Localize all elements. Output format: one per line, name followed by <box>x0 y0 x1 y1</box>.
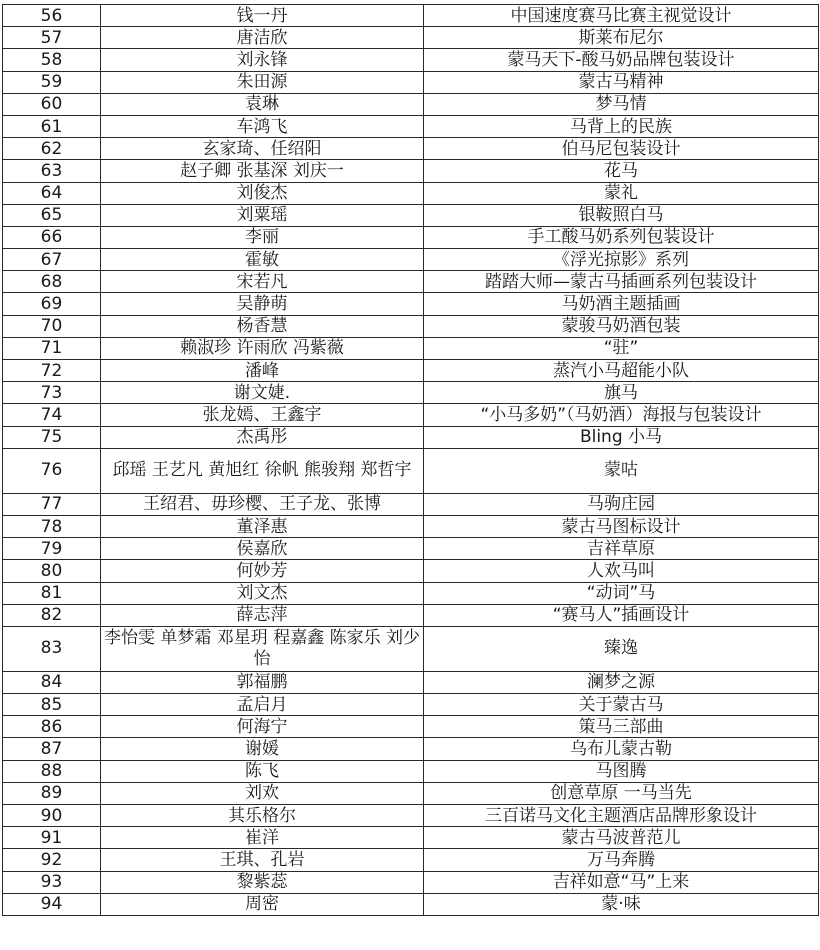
title-cell: 旗马 <box>424 382 819 404</box>
row-number: 93 <box>3 871 101 893</box>
author-cell: 李丽 <box>101 226 424 248</box>
row-number: 91 <box>3 827 101 849</box>
table-row <box>3 27 819 49</box>
author-cell: 宋若凡 <box>101 271 424 293</box>
title-cell: 澜梦之源 <box>424 671 819 693</box>
table-row <box>3 849 819 871</box>
title-cell: 梦马情 <box>424 93 819 115</box>
title-cell: “驻” <box>424 337 819 359</box>
author-cell: 刘俊杰 <box>101 182 424 204</box>
row-number: 83 <box>3 626 101 671</box>
author-cell: 杰禹彤 <box>101 426 424 448</box>
table-row <box>3 382 819 404</box>
table-row <box>3 360 819 382</box>
table-row <box>3 115 819 137</box>
title-cell: 中国速度赛马比赛主视觉设计 <box>424 5 819 27</box>
row-number: 72 <box>3 360 101 382</box>
table-row <box>3 426 819 448</box>
row-number: 75 <box>3 426 101 448</box>
author-cell: 孟启月 <box>101 694 424 716</box>
row-number: 76 <box>3 448 101 493</box>
title-cell: “动词”马 <box>424 582 819 604</box>
author-cell: 刘永锋 <box>101 49 424 71</box>
table-row <box>3 671 819 693</box>
title-cell: 蒙咕 <box>424 448 819 493</box>
author-cell: 侯嘉欣 <box>101 538 424 560</box>
author-cell: 霍敏 <box>101 249 424 271</box>
table-row <box>3 893 819 915</box>
table-row <box>3 49 819 71</box>
title-cell: 蒙骏马奶酒包装 <box>424 315 819 337</box>
row-number: 92 <box>3 849 101 871</box>
row-number: 85 <box>3 694 101 716</box>
author-cell: 张龙嫣、王鑫宇 <box>101 404 424 426</box>
table-row <box>3 293 819 315</box>
row-number: 89 <box>3 782 101 804</box>
author-cell: 郭福鹏 <box>101 671 424 693</box>
table-row <box>3 716 819 738</box>
title-cell: 马奶酒主题插画 <box>424 293 819 315</box>
author-cell: 邱瑶 王艺凡 黄旭红 徐帆 熊骏翔 郑哲宇 <box>101 448 424 493</box>
title-cell: 蒙古马精神 <box>424 71 819 93</box>
title-cell: 蒙马天下-酸马奶品牌包装设计 <box>424 49 819 71</box>
row-number: 59 <box>3 71 101 93</box>
row-number: 60 <box>3 93 101 115</box>
row-number: 86 <box>3 716 101 738</box>
title-cell: 银鞍照白马 <box>424 204 819 226</box>
title-cell: 三百诺马文化主题酒店品牌形象设计 <box>424 805 819 827</box>
row-number: 82 <box>3 604 101 626</box>
table-row <box>3 782 819 804</box>
entries-table-body <box>3 5 819 916</box>
title-cell: 《浮光掠影》系列 <box>424 249 819 271</box>
table-row <box>3 626 819 671</box>
row-number: 63 <box>3 160 101 182</box>
title-cell: “赛马人”插画设计 <box>424 604 819 626</box>
title-cell: 蒸汽小马超能小队 <box>424 360 819 382</box>
table-row <box>3 805 819 827</box>
title-cell: 伯马尼包装设计 <box>424 138 819 160</box>
author-cell: 钱一丹 <box>101 5 424 27</box>
author-cell: 王琪、孔岩 <box>101 849 424 871</box>
author-cell: 赖淑珍 许雨欣 冯紫薇 <box>101 337 424 359</box>
row-number: 56 <box>3 5 101 27</box>
author-cell: 薛志萍 <box>101 604 424 626</box>
table-row <box>3 827 819 849</box>
author-cell: 何海宁 <box>101 716 424 738</box>
title-cell: 万马奔腾 <box>424 849 819 871</box>
table-row <box>3 315 819 337</box>
author-cell: 潘峰 <box>101 360 424 382</box>
row-number: 79 <box>3 538 101 560</box>
row-number: 65 <box>3 204 101 226</box>
row-number: 71 <box>3 337 101 359</box>
table-row <box>3 694 819 716</box>
row-number: 70 <box>3 315 101 337</box>
author-cell: 刘文杰 <box>101 582 424 604</box>
author-cell: 其乐格尔 <box>101 805 424 827</box>
title-cell: 马图腾 <box>424 760 819 782</box>
table-row <box>3 404 819 426</box>
title-cell: 花马 <box>424 160 819 182</box>
table-row <box>3 249 819 271</box>
author-cell: 王绍君、毋珍樱、王子龙、张博 <box>101 493 424 515</box>
table-row <box>3 182 819 204</box>
author-cell: 董泽惠 <box>101 515 424 537</box>
table-row <box>3 160 819 182</box>
table-row <box>3 71 819 93</box>
author-cell: 刘粟瑶 <box>101 204 424 226</box>
title-cell: 手工酸马奶系列包装设计 <box>424 226 819 248</box>
row-number: 57 <box>3 27 101 49</box>
row-number: 67 <box>3 249 101 271</box>
table-row <box>3 93 819 115</box>
title-cell: 马背上的民族 <box>424 115 819 137</box>
author-cell: 李怡雯 单梦霜 邓星玥 程嘉鑫 陈家乐 刘少怡 <box>101 626 424 671</box>
table-row <box>3 493 819 515</box>
table-row <box>3 582 819 604</box>
title-cell: 策马三部曲 <box>424 716 819 738</box>
table-row <box>3 138 819 160</box>
table-row <box>3 538 819 560</box>
row-number: 58 <box>3 49 101 71</box>
title-cell: “小马多奶”（马奶酒）海报与包装设计 <box>424 404 819 426</box>
row-number: 62 <box>3 138 101 160</box>
title-cell: 吉祥如意“马”上来 <box>424 871 819 893</box>
row-number: 94 <box>3 893 101 915</box>
table-row <box>3 760 819 782</box>
author-cell: 谢文婕. <box>101 382 424 404</box>
author-cell: 玄家琦、任绍阳 <box>101 138 424 160</box>
row-number: 78 <box>3 515 101 537</box>
author-cell: 袁琳 <box>101 93 424 115</box>
entries-table <box>2 4 819 916</box>
author-cell: 谢媛 <box>101 738 424 760</box>
title-cell: 蒙礼 <box>424 182 819 204</box>
title-cell: 关于蒙古马 <box>424 694 819 716</box>
table-row <box>3 448 819 493</box>
title-cell: 马驹庄园 <box>424 493 819 515</box>
row-number: 80 <box>3 560 101 582</box>
row-number: 88 <box>3 760 101 782</box>
row-number: 77 <box>3 493 101 515</box>
row-number: 64 <box>3 182 101 204</box>
table-row <box>3 604 819 626</box>
row-number: 66 <box>3 226 101 248</box>
author-cell: 杨香慧 <box>101 315 424 337</box>
table-row <box>3 204 819 226</box>
row-number: 74 <box>3 404 101 426</box>
title-cell: 创意草原 一马当先 <box>424 782 819 804</box>
title-cell: 踏踏大师—蒙古马插画系列包装设计 <box>424 271 819 293</box>
row-number: 69 <box>3 293 101 315</box>
table-row <box>3 738 819 760</box>
title-cell: 蒙古马图标设计 <box>424 515 819 537</box>
title-cell: 乌布儿蒙古勒 <box>424 738 819 760</box>
title-cell: 吉祥草原 <box>424 538 819 560</box>
author-cell: 崔洋 <box>101 827 424 849</box>
title-cell: Bling 小马 <box>424 426 819 448</box>
author-cell: 吴静萌 <box>101 293 424 315</box>
row-number: 81 <box>3 582 101 604</box>
row-number: 84 <box>3 671 101 693</box>
row-number: 73 <box>3 382 101 404</box>
row-number: 90 <box>3 805 101 827</box>
table-row <box>3 271 819 293</box>
title-cell: 斯莱布尼尔 <box>424 27 819 49</box>
table-row <box>3 871 819 893</box>
author-cell: 周密 <box>101 893 424 915</box>
row-number: 61 <box>3 115 101 137</box>
author-cell: 唐洁欣 <box>101 27 424 49</box>
author-cell: 刘欢 <box>101 782 424 804</box>
title-cell: 人欢马叫 <box>424 560 819 582</box>
row-number: 68 <box>3 271 101 293</box>
table-row <box>3 5 819 27</box>
table-row <box>3 337 819 359</box>
author-cell: 陈飞 <box>101 760 424 782</box>
title-cell: 蒙·味 <box>424 893 819 915</box>
author-cell: 黎紫蕊 <box>101 871 424 893</box>
table-row <box>3 515 819 537</box>
table-row <box>3 560 819 582</box>
title-cell: 蒙古马波普范儿 <box>424 827 819 849</box>
row-number: 87 <box>3 738 101 760</box>
title-cell: 臻逸 <box>424 626 819 671</box>
author-cell: 何妙芳 <box>101 560 424 582</box>
table-row <box>3 226 819 248</box>
author-cell: 赵子卿 张基深 刘庆一 <box>101 160 424 182</box>
author-cell: 朱田源 <box>101 71 424 93</box>
author-cell: 车鸿飞 <box>101 115 424 137</box>
